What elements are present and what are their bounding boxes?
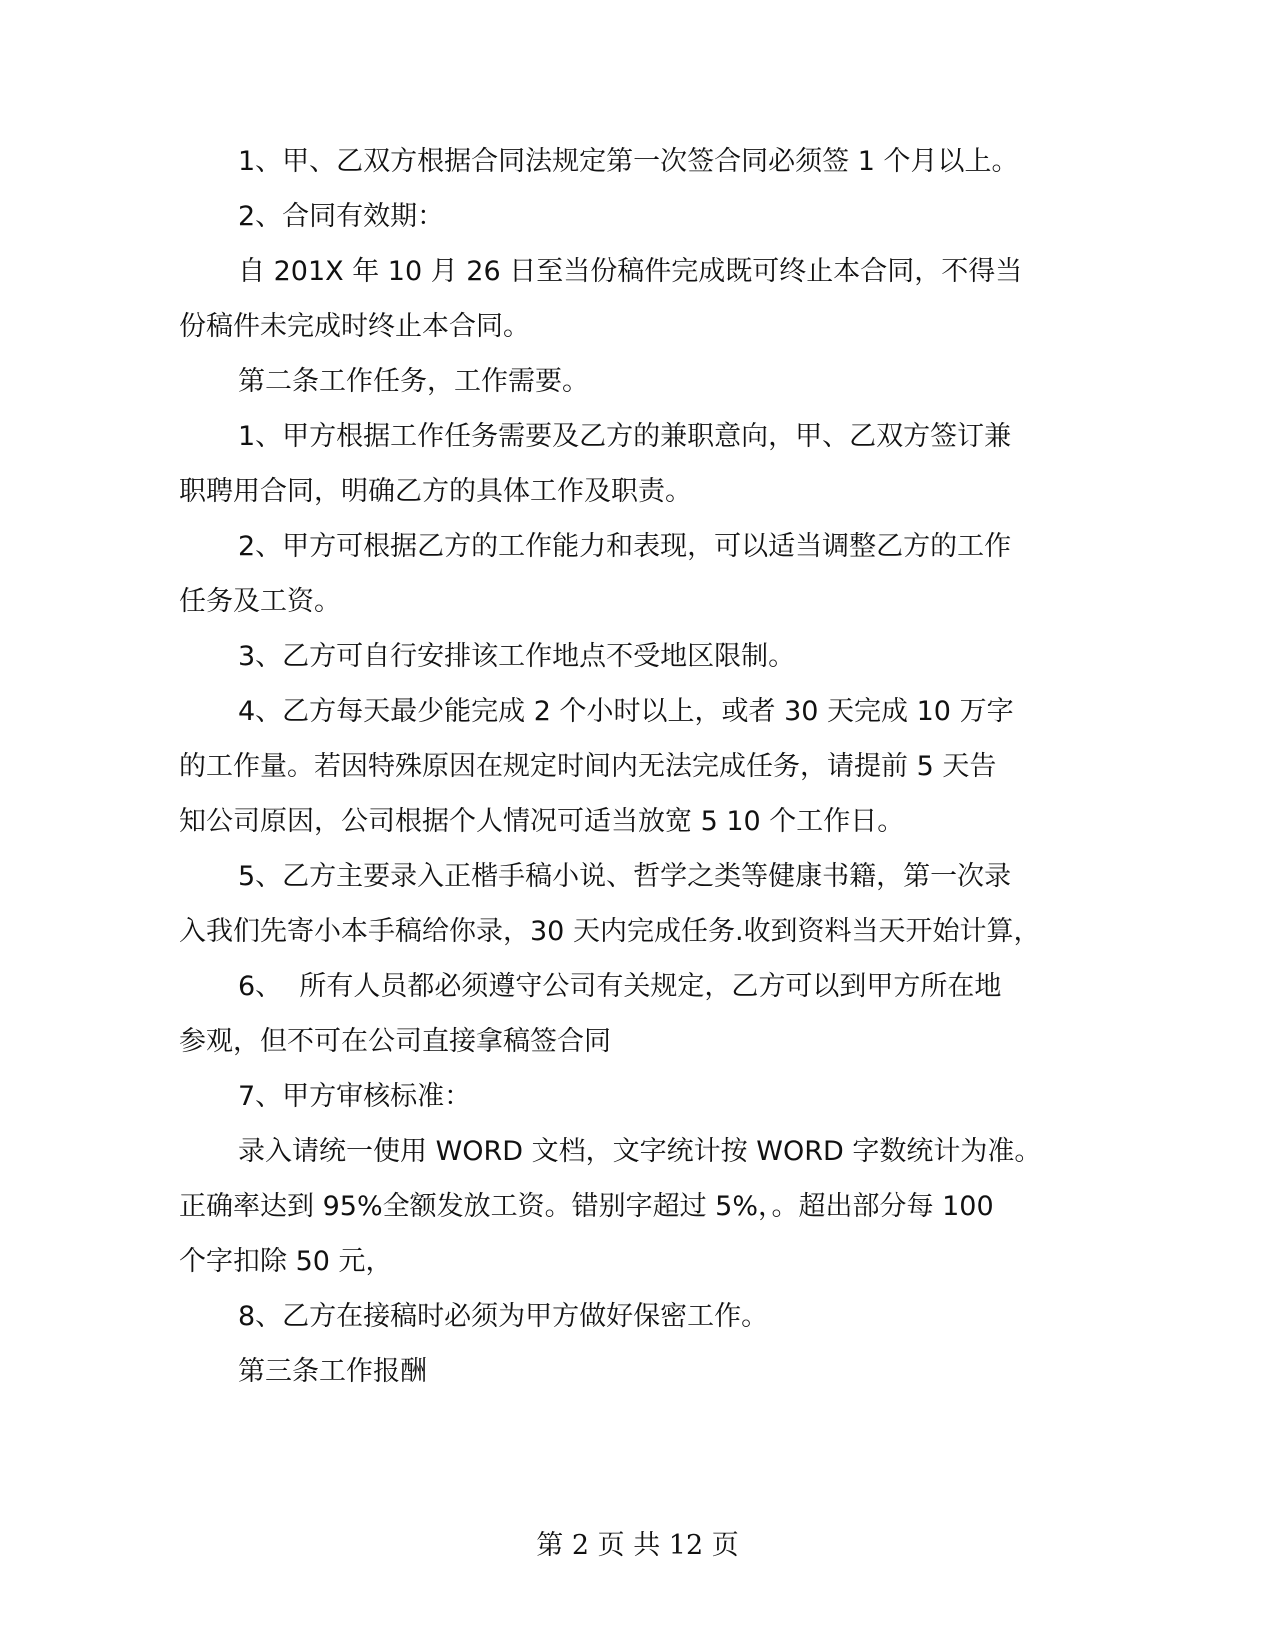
task-5-line-2: 入我们先寄小本手稿给你录，30 天内完成任务.收到资料当天开始计算，	[179, 916, 1041, 947]
review-standard-line-2: 正确率达到 95%全额发放工资。错别字超过 5%，。超出部分每 100	[179, 1191, 994, 1222]
section-2-heading: 第二条工作任务，工作需要。	[238, 366, 589, 397]
section-3-heading: 第三条工作报酬	[238, 1356, 427, 1387]
task-4-line-3: 知公司原因，公司根据个人情况可适当放宽 5 10 个工作日。	[179, 806, 905, 837]
task-6-line-1: 6、 所有人员都必须遵守公司有关规定，乙方可以到甲方所在地	[238, 971, 1002, 1002]
task-8-text: 8、乙方在接稿时必须为甲方做好保密工作。	[238, 1301, 769, 1332]
task-5-line-1: 5、乙方主要录入正楷手稿小说、哲学之类等健康书籍，第一次录	[238, 861, 1012, 892]
review-standard-line-3: 个字扣除 50 元，	[179, 1246, 393, 1277]
task-7-heading: 7、甲方审核标准：	[238, 1081, 472, 1112]
task-6-line-2: 参观，但不可在公司直接拿稿签合同	[179, 1026, 611, 1057]
task-4-line-2: 的工作量。若因特殊原因在规定时间内无法完成任务，请提前 5 天告	[179, 751, 997, 782]
page-number-footer: 第 2 页 共 12 页	[536, 1530, 739, 1561]
clause-2-heading: 2、合同有效期：	[238, 201, 445, 232]
task-2-line-1: 2、甲方可根据乙方的工作能力和表现，可以适当调整乙方的工作	[238, 531, 1012, 562]
task-1-line-2: 职聘用合同，明确乙方的具体工作及职责。	[179, 476, 692, 507]
task-2-line-2: 任务及工资。	[179, 586, 341, 617]
validity-text-line-2: 份稿件未完成时终止本合同。	[179, 311, 530, 342]
validity-text-line-1: 自 201X 年 10 月 26 日至当份稿件完成既可终止本合同，不得当	[238, 256, 1023, 287]
task-3-text: 3、乙方可自行安排该工作地点不受地区限制。	[238, 641, 796, 672]
task-1-line-1: 1、甲方根据工作任务需要及乙方的兼职意向，甲、乙双方签订兼	[238, 421, 1012, 452]
review-standard-line-1: 录入请统一使用 WORD 文档，文字统计按 WORD 字数统计为准。	[238, 1136, 1042, 1167]
task-4-line-1: 4、乙方每天最少能完成 2 个小时以上，或者 30 天完成 10 万字	[238, 696, 1014, 727]
clause-1-text: 1、甲、乙双方根据合同法规定第一次签合同必须签 1 个月以上。	[238, 146, 1019, 177]
